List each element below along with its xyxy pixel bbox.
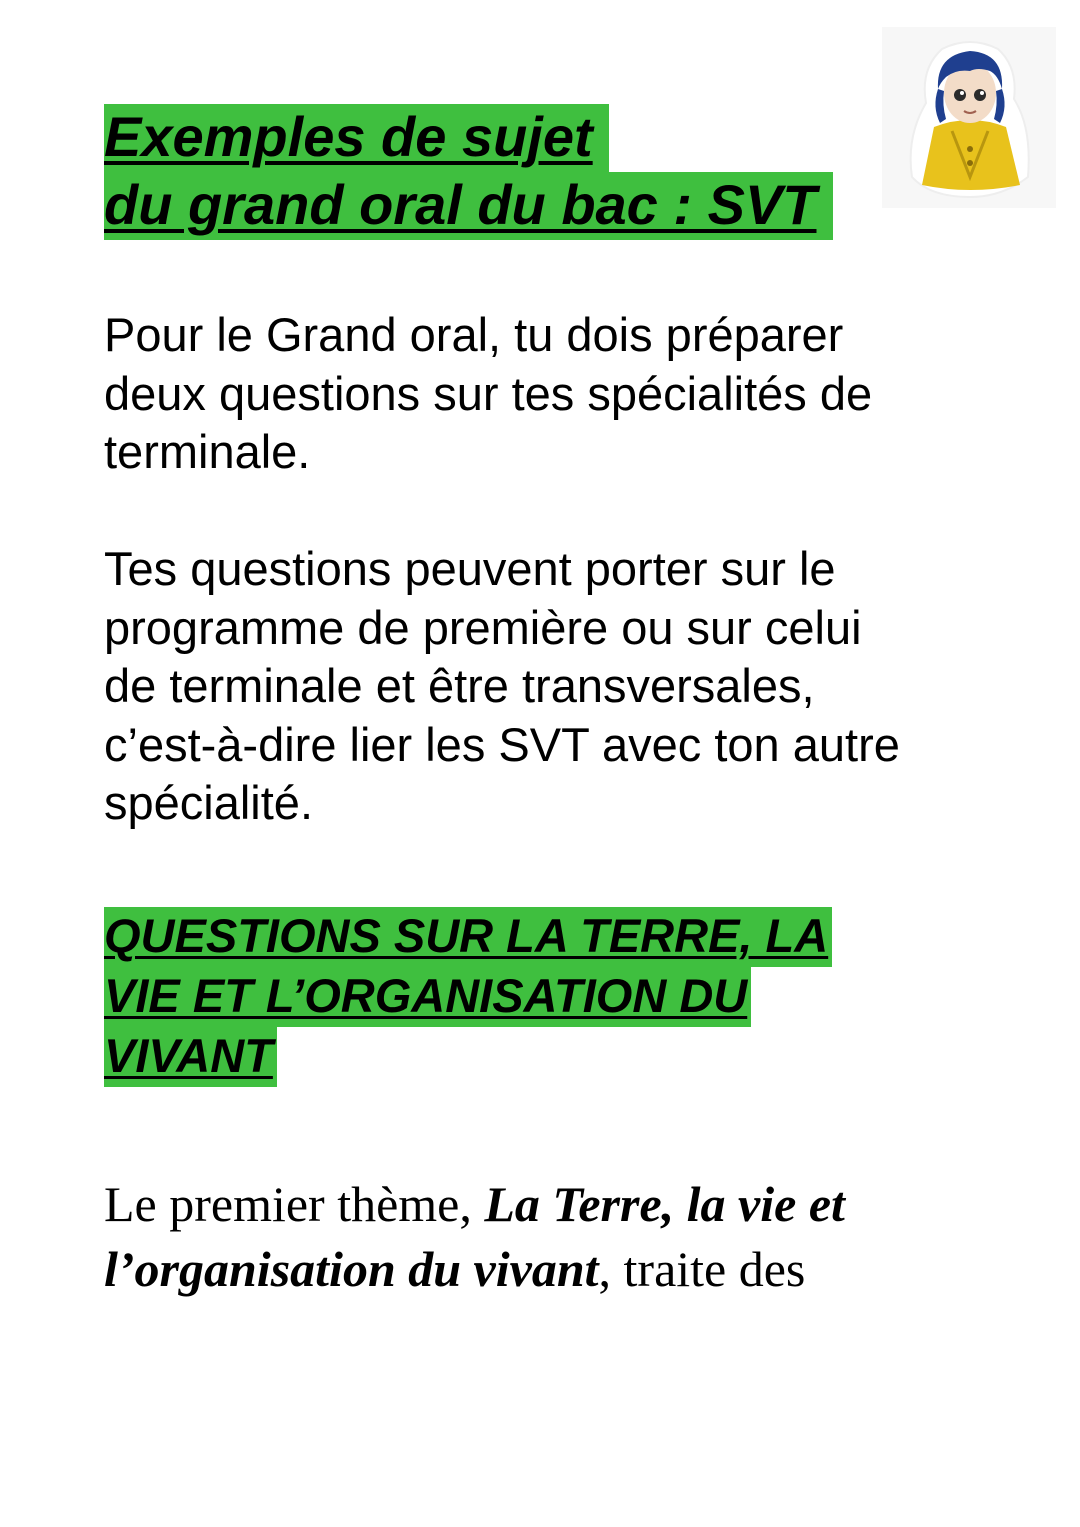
theme-emphasis-1: La Terre, la vie et [484,1176,845,1232]
theme-lead: Le premier thème, [104,1176,485,1232]
section-line-1: QUESTIONS SUR LA TERRE, LA [104,907,832,967]
intro-line-2: deux questions sur tes spécialités de [104,366,873,420]
details-line-5: spécialité. [104,776,313,829]
page-title [104,104,833,240]
details-line-4: c’est-à-dire lier les SVT avec ton autre [104,717,900,771]
details-line-3: de terminale et être transversales, [104,659,815,712]
section-heading [104,907,832,1087]
intro-line-1: Pour le Grand oral, tu dois préparer [104,308,844,361]
theme-paragraph [104,1172,1004,1302]
section-line-2: VIE ET L’ORGANISATION DU [104,967,751,1027]
details-line-2: programme de première ou sur celui [104,600,862,654]
details-paragraph [104,540,1004,833]
theme-emphasis-2: l’organisation du vivant [104,1241,599,1297]
theme-tail: , traite des [598,1241,806,1297]
title-line-1: Exemples de sujet [104,104,609,172]
intro-paragraph [104,306,1004,482]
doll-girl-sticker-icon [882,27,1056,208]
section-line-3: VIVANT [104,1027,277,1087]
sticker-image [882,27,1056,208]
intro-line-3: terminale. [104,425,311,478]
details-line-1: Tes questions peuvent porter sur le [104,542,836,595]
title-line-2: du grand oral du bac : SVT [104,172,833,240]
